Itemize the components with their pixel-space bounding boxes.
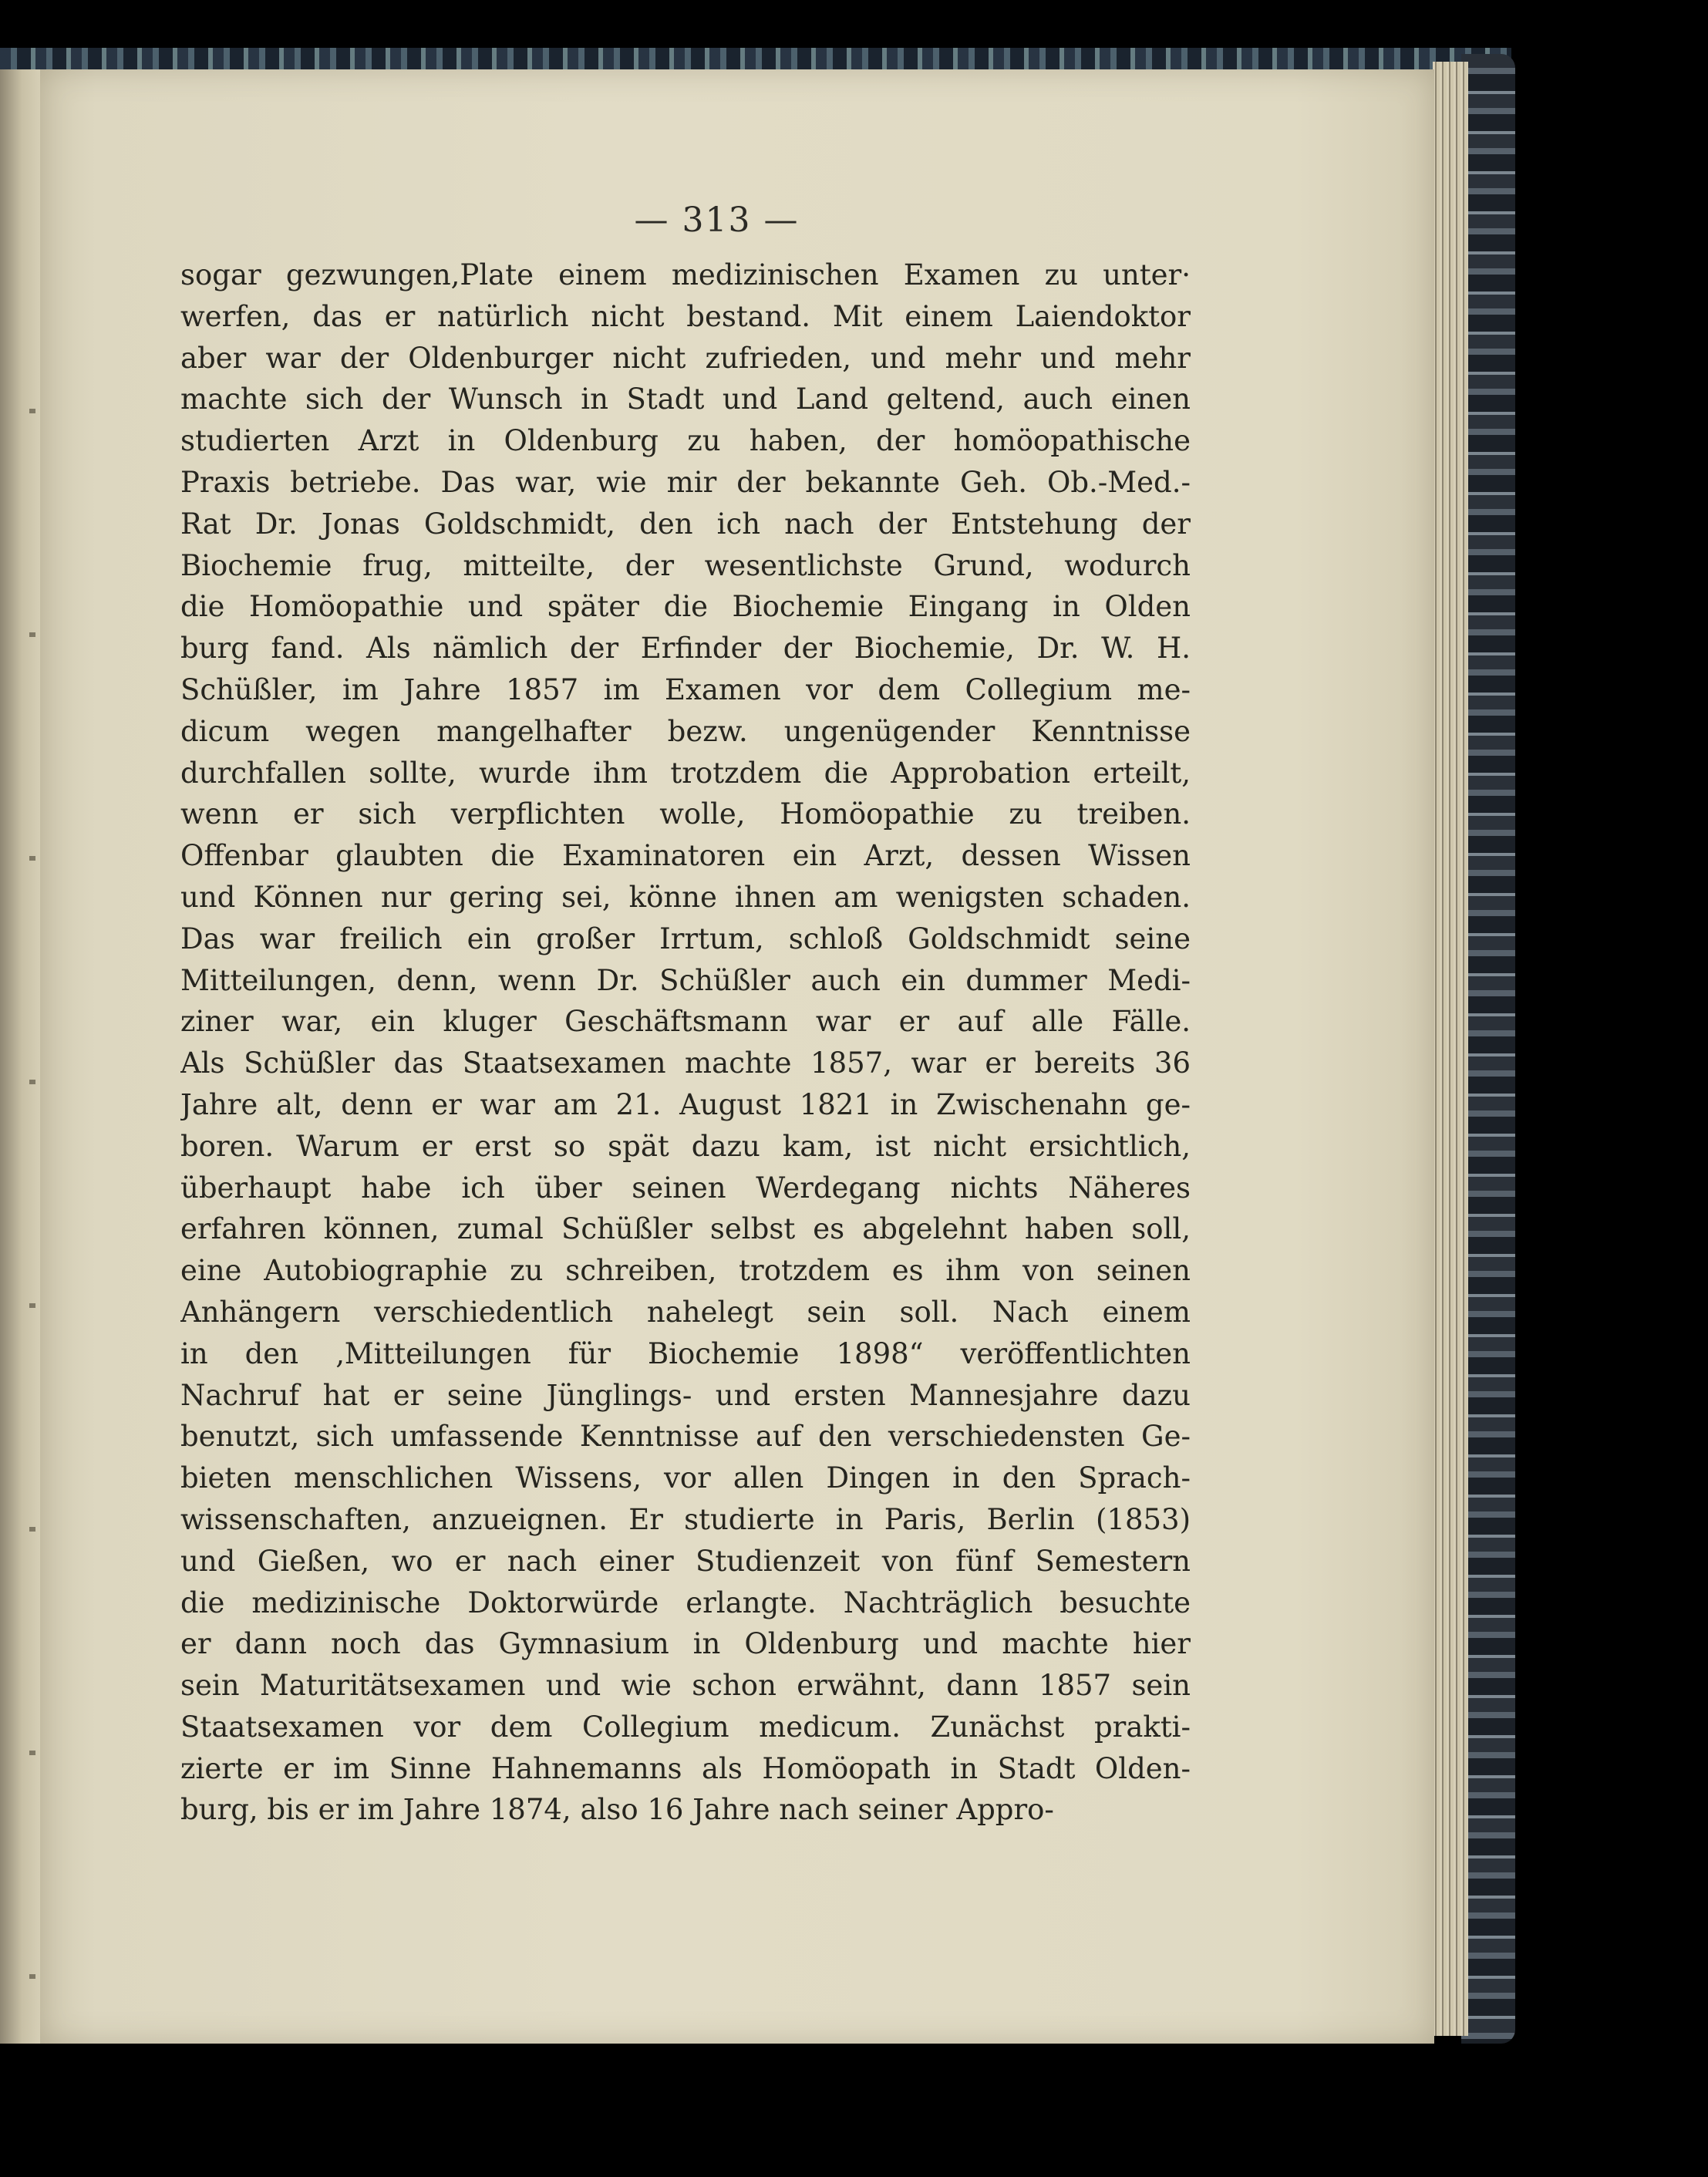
- text-line: werfen, das er natürlich nicht bestand. Mit einem Laiendoktor: [180, 299, 1191, 333]
- text-line: eine Autobiographie zu schreiben, trotzdem es ihm von seinen: [180, 1254, 1191, 1288]
- previous-page-edge: [0, 69, 42, 2044]
- text-line: er dann noch das Gymnasium in Oldenburg und machte hier: [180, 1627, 1191, 1661]
- text-line: Mitteilungen, denn, wenn Dr. Schüßler auch ein dummer Medi-: [180, 963, 1191, 997]
- text-line: Rat Dr. Jonas Goldschmidt, den ich nach der Entstehung der: [180, 507, 1191, 541]
- text-line: Schüßler, im Jahre 1857 im Examen vor dem Collegium me-: [180, 672, 1191, 706]
- book-page: [40, 69, 1434, 2044]
- text-line: machte sich der Wunsch in Stadt und Land geltend, auch einen: [180, 382, 1191, 416]
- text-line: aber war der Oldenburger nicht zufrieden, und mehr und mehr: [180, 341, 1191, 375]
- text-line: und Gießen, wo er nach einer Studienzeit von fünf Semestern: [180, 1544, 1191, 1578]
- page-edge-marks: [29, 301, 35, 1997]
- page-number: — 313 —: [634, 201, 800, 240]
- page-stack-edge: [1433, 62, 1468, 2036]
- text-line: burg, bis er im Jahre 1874, also 16 Jahre nach seiner Appro-: [180, 1793, 1054, 1827]
- text-line: durchfallen sollte, wurde ihm trotzdem die Approbation erteilt,: [180, 756, 1191, 790]
- text-line: wissenschaften, anzueignen. Er studierte in Paris, Berlin (1853): [180, 1502, 1191, 1536]
- text-line: die medizinische Doktorwürde erlangte. Nachträglich besuchte: [180, 1586, 1191, 1619]
- text-line: überhaupt habe ich über seinen Werdegang nichts Näheres: [180, 1171, 1191, 1205]
- text-line: benutzt, sich umfassende Kenntnisse auf den verschiedensten Ge-: [180, 1420, 1191, 1454]
- text-line: ziner war, ein kluger Geschäftsmann war er auf alle Fälle.: [180, 1005, 1191, 1039]
- text-line: Biochemie frug, mitteilte, der wesentlichste Grund, wodurch: [180, 548, 1191, 582]
- text-line: Das war freilich ein großer Irrtum, schloß Goldschmidt seine: [180, 922, 1191, 955]
- text-line: Jahre alt, denn er war am 21. August 1821 in Zwischenahn ge-: [180, 1087, 1191, 1121]
- text-line: Staatsexamen vor dem Collegium medicum. Zunächst prakti-: [180, 1710, 1191, 1744]
- text-line: dicum wegen mangelhafter bezw. ungenügender Kenntnisse: [180, 714, 1191, 748]
- text-line: in den ‚Mitteilungen für Biochemie 1898“ veröffentlichten: [180, 1336, 1191, 1370]
- text-line: und Können nur gering sei, könne ihnen am wenigsten schaden.: [180, 880, 1191, 914]
- text-line: zierte er im Sinne Hahnemanns als Homöopath in Stadt Olden-: [180, 1751, 1191, 1785]
- text-line: wenn er sich verpflichten wolle, Homöopathie zu treiben.: [180, 797, 1191, 831]
- text-line: sein Maturitätsexamen und wie schon erwähnt, dann 1857 sein: [180, 1669, 1191, 1703]
- book-cover-edge: [1461, 54, 1515, 2044]
- text-line: bieten menschlichen Wissens, vor allen Dingen in den Sprach-: [180, 1461, 1191, 1495]
- text-line: Offenbar glaubten die Examinatoren ein Arzt, dessen Wissen: [180, 839, 1191, 873]
- text-line: burg fand. Als nämlich der Erfinder der Biochemie, Dr. W. H.: [180, 632, 1191, 666]
- text-line: Als Schüßler das Staatsexamen machte 1857, war er bereits 36: [180, 1046, 1191, 1080]
- text-line: studierten Arzt in Oldenburg zu haben, der homöopathische: [180, 424, 1191, 458]
- text-line: die Homöopathie und später die Biochemie Eingang in Olden: [180, 590, 1191, 624]
- text-line: sogar gezwungen,Plate einem medizinischen Examen zu unter·: [180, 258, 1191, 292]
- text-line: erfahren können, zumal Schüßler selbst es abgelehnt haben soll,: [180, 1212, 1191, 1246]
- page-body-text: [180, 254, 1191, 1831]
- text-line: boren. Warum er erst so spät dazu kam, ist nicht ersichtlich,: [180, 1129, 1191, 1163]
- text-line: Praxis betriebe. Das war, wie mir der bekannte Geh. Ob.-Med.-: [180, 465, 1191, 499]
- text-line: Nachruf hat er seine Jünglings- und ersten Mannesjahre dazu: [180, 1378, 1191, 1412]
- text-line: Anhängern verschiedentlich nahelegt sein soll. Nach einem: [180, 1295, 1191, 1329]
